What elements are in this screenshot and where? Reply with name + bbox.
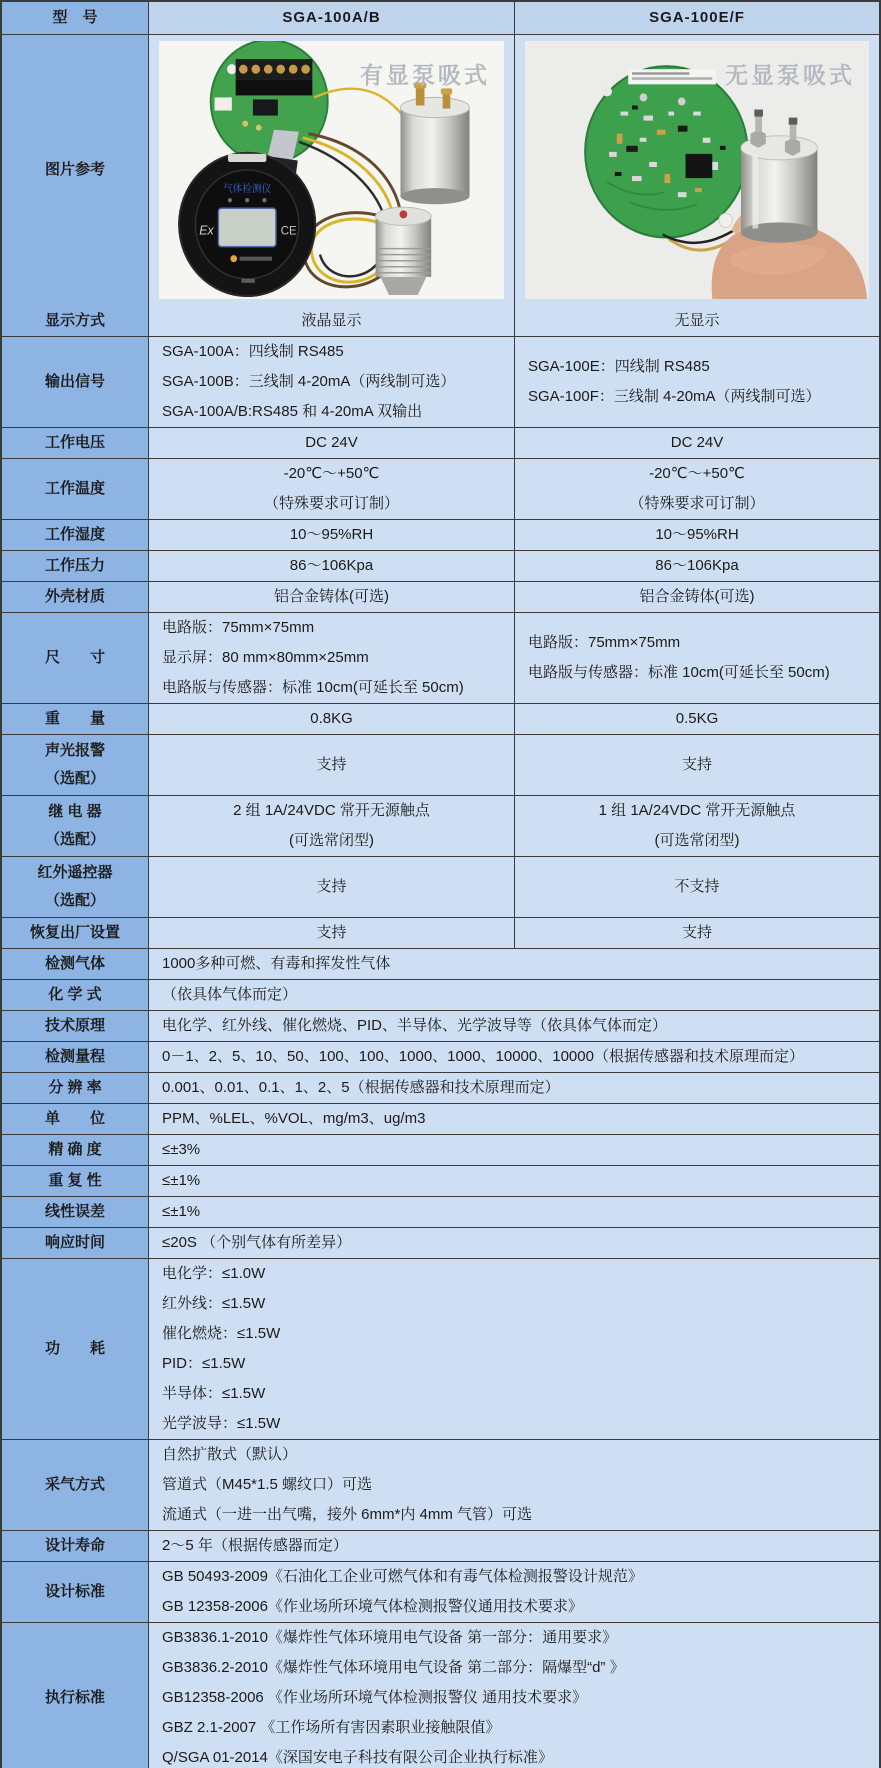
spec-row: [2, 550, 879, 581]
row-label-cell: [2, 1166, 148, 1196]
value-line: 电路版：75mm×75mm: [162, 619, 315, 636]
row-label-cell: [2, 305, 148, 336]
row-label: 单 位: [44, 1110, 105, 1127]
value-line: 1 组 1A/24VDC 常开无源触点: [598, 802, 796, 819]
photo-cell-a: [148, 35, 514, 305]
row-label: 线性误差: [44, 1203, 105, 1220]
pump-sensor-a: [401, 82, 470, 204]
value-line: ≤±1%: [162, 1172, 201, 1189]
row-value-a: [148, 428, 514, 458]
value-line: -20℃～+50℃: [649, 465, 745, 482]
value-line: 0.001、0.01、0.1、1、2、5（根据传感器和技术原理而定）: [162, 1079, 560, 1096]
spec-row: [2, 458, 879, 519]
spec-row: [2, 917, 879, 948]
value-line: 铝合金铸体(可选): [639, 588, 755, 605]
value-line: SGA-100E：四线制 RS485: [528, 358, 710, 375]
row-label-cell: [2, 613, 148, 703]
value-line: 支持: [316, 924, 347, 941]
row-label: 检测气体: [44, 955, 105, 972]
row-value-span: [148, 1011, 879, 1041]
value-line: 红外线：≤1.5W: [162, 1295, 266, 1312]
spec-row: [2, 1010, 879, 1041]
spec-row: [2, 1561, 879, 1622]
row-label: 执行标准: [44, 1689, 105, 1706]
spec-row: [2, 1258, 879, 1439]
row-value-b: [514, 704, 879, 734]
value-line: 电化学、红外线、催化燃烧、PID、半导体、光学波导等（依具体气体而定）: [162, 1017, 668, 1034]
row-label-cell: [2, 796, 148, 856]
spec-row: [2, 581, 879, 612]
value-line: （特殊要求可订制）: [629, 495, 765, 512]
row-label-cell: [2, 1531, 148, 1561]
spec-row: [2, 948, 879, 979]
image-reference-row: [2, 34, 879, 305]
row-label: 设计寿命: [44, 1537, 105, 1554]
spec-row: [2, 1530, 879, 1561]
row-value-span: [148, 1073, 879, 1103]
value-line: 流通式（一进一出气嘴，接外 6mm*内 4mm 气管）可选: [162, 1506, 533, 1523]
product-photo-b: [525, 41, 869, 299]
value-line: 催化燃烧：≤1.5W: [162, 1325, 281, 1342]
row-label: 重 复 性: [48, 1172, 102, 1189]
model-label-cell: [2, 2, 148, 34]
row-label: （选配）: [44, 892, 105, 909]
value-line: DC 24V: [670, 434, 724, 451]
value-line: GB3836.2-2010《爆炸性气体环境用电气设备 第二部分：隔爆型“d” 》: [162, 1659, 625, 1676]
row-value-b: [514, 520, 879, 550]
row-label: 精 确 度: [48, 1141, 102, 1158]
row-label-cell: [2, 1197, 148, 1227]
spec-row: [2, 979, 879, 1010]
spec-row: [2, 1622, 879, 1768]
value-line: SGA-100A/B:RS485 和 4-20mA 双输出: [162, 403, 423, 420]
row-label: 响应时间: [44, 1234, 105, 1251]
value-line: 电路版：75mm×75mm: [528, 634, 681, 651]
spec-row: [2, 703, 879, 734]
value-line: （依具体气体而定）: [162, 986, 298, 1003]
value-line: 2～5 年（根据传感器而定）: [162, 1537, 348, 1554]
spec-row: [2, 734, 879, 795]
row-value-b: [514, 582, 879, 612]
row-label: 显示方式: [44, 311, 105, 329]
row-label-cell: [2, 1135, 148, 1165]
value-line: 2 组 1A/24VDC 常开无源触点: [233, 802, 430, 819]
row-label-cell: [2, 1073, 148, 1103]
detector-screen-title: 气体检测仪: [223, 183, 272, 196]
value-line: 电路版与传感器：标准 10cm(可延长至 50cm): [528, 664, 830, 681]
value-line: ≤±3%: [162, 1141, 201, 1158]
model-header-b: [514, 2, 879, 34]
value-line: ≤±1%: [162, 1203, 201, 1220]
value-line: 86～106Kpa: [655, 557, 739, 574]
row-label: 检测量程: [44, 1048, 105, 1065]
row-label-cell: [2, 857, 148, 917]
row-value-span: [148, 1228, 879, 1258]
value-line: ≤20S （个别气体有所差异）: [162, 1234, 352, 1251]
row-value-span: [148, 1259, 879, 1439]
photo-cell-b: [514, 35, 879, 305]
row-label-cell: [2, 1259, 148, 1439]
row-label: 设计标准: [44, 1583, 105, 1600]
row-value-a: [148, 337, 514, 427]
row-label: （选配）: [44, 831, 105, 848]
row-value-a: [148, 613, 514, 703]
spec-row: [2, 1103, 879, 1134]
row-value-a: [148, 459, 514, 519]
spec-row: [2, 612, 879, 703]
value-line: 支持: [681, 924, 712, 941]
row-label-cell: [2, 1104, 148, 1134]
row-label: 声光报警: [44, 742, 105, 759]
value-line: 电化学：≤1.0W: [162, 1265, 266, 1282]
row-value-b: [514, 796, 879, 856]
value-line: 铝合金铸体(可选): [274, 588, 389, 605]
row-label: 工作压力: [44, 557, 105, 574]
row-label-cell: [2, 980, 148, 1010]
row-label: 恢复出厂设置: [29, 924, 120, 941]
row-value-span: [148, 1562, 879, 1622]
spec-row: [2, 1072, 879, 1103]
row-label-cell: [2, 582, 148, 612]
row-label-cell: [2, 1623, 148, 1768]
spec-row: [2, 1041, 879, 1072]
value-line: (可选常闭型): [289, 832, 374, 849]
value-line: 半导体：≤1.5W: [162, 1385, 266, 1402]
row-label: 分 辨 率: [48, 1079, 102, 1096]
value-line: 0－1、2、5、10、50、100、100、1000、1000、10000、10000（根据传感器和技术原理而定）: [162, 1048, 804, 1065]
row-label-cell: [2, 459, 148, 519]
spec-row: [2, 1439, 879, 1530]
value-line: 电路版与传感器：标准 10cm(可延长至 50cm): [162, 679, 464, 696]
row-label-cell: [2, 1440, 148, 1530]
value-line: (可选常闭型): [654, 832, 740, 849]
row-label: 输出信号: [44, 373, 105, 390]
value-line: SGA-100F：三线制 4-20mA（两线制可选）: [528, 388, 821, 405]
value-line: PID：≤1.5W: [162, 1355, 246, 1372]
watermark-b: 无显泵吸式: [725, 62, 855, 88]
value-line: PPM、%LEL、%VOL、mg/m3、ug/m3: [162, 1110, 426, 1127]
value-line: 10～95%RH: [289, 526, 374, 543]
row-label-cell: [2, 520, 148, 550]
row-label: 技术原理: [44, 1017, 105, 1034]
value-line: GB12358-2006 《作业场所环境气体检测报警仪 通用技术要求》: [162, 1689, 588, 1706]
spec-row: [2, 1196, 879, 1227]
row-value-b: [514, 337, 879, 427]
row-label-cell: [2, 551, 148, 581]
row-value-b: [514, 918, 879, 948]
model-label: 型 号: [52, 9, 98, 26]
row-value-b: [514, 428, 879, 458]
row-label: 工作电压: [44, 434, 105, 451]
value-line: 86～106Kpa: [289, 557, 374, 574]
value-line: SGA-100A：四线制 RS485: [162, 343, 344, 360]
row-value-a: [148, 704, 514, 734]
value-line: 支持: [316, 878, 347, 895]
model-name-b: SGA-100E/F: [649, 9, 745, 26]
row-value-a: [148, 857, 514, 917]
row-label-cell: [2, 428, 148, 458]
row-label: 工作湿度: [44, 526, 105, 543]
value-line: GB 50493-2009《石油化工企业可燃气体和有毒气体检测报警设计规范》: [162, 1568, 643, 1585]
spec-row: [2, 856, 879, 917]
value-line: SGA-100B：三线制 4-20mA（两线制可选）: [162, 373, 456, 390]
value-line: GB 12358-2006《作业场所环境气体检测报警仪通用技术要求》: [162, 1598, 583, 1615]
value-line: 0.8KG: [310, 710, 353, 727]
row-label: 红外遥控器: [37, 864, 113, 881]
value-line: 支持: [316, 756, 347, 773]
ex-mark: Ex: [199, 222, 214, 238]
table-header-row: [2, 2, 879, 34]
value-line: 无显示: [674, 311, 720, 329]
value-line: 1000多种可燃、有毒和挥发性气体: [162, 955, 391, 972]
value-line: 0.5KG: [675, 710, 719, 727]
display-detector-a: [178, 152, 316, 297]
row-label: 功 耗: [44, 1340, 105, 1357]
row-value-a: [148, 796, 514, 856]
row-label-cell: [2, 949, 148, 979]
value-line: 10～95%RH: [655, 526, 739, 543]
row-label-cell: [2, 918, 148, 948]
model-header-a: [148, 2, 514, 34]
row-value-span: [148, 949, 879, 979]
value-line: 支持: [681, 756, 712, 773]
spec-row: [2, 795, 879, 856]
sensor-red-dot: [400, 210, 408, 218]
value-line: 管道式（M45*1.5 螺纹口）可选: [162, 1476, 373, 1493]
row-label: 外壳材质: [44, 588, 105, 605]
row-label-cell: [2, 1042, 148, 1072]
row-label: 尺 寸: [44, 649, 105, 666]
row-label: 继 电 器: [48, 803, 102, 820]
pcb-board-b: [584, 65, 748, 238]
row-value-a: [148, 735, 514, 795]
row-value-a: [148, 305, 514, 336]
value-line: 液晶显示: [301, 311, 362, 329]
value-line: （特殊要求可订制）: [263, 495, 399, 512]
row-value-a: [148, 918, 514, 948]
row-value-span: [148, 1042, 879, 1072]
value-line: DC 24V: [305, 434, 358, 451]
spec-row: [2, 305, 879, 336]
row-value-a: [148, 551, 514, 581]
image-row-label-cell: [2, 35, 148, 305]
value-line: Q/SGA 01-2014《深国安电子科技有限公司企业执行标准》: [162, 1749, 553, 1766]
spec-row: [2, 1134, 879, 1165]
row-value-span: [148, 1197, 879, 1227]
value-line: GBZ 2.1-2007 《工作场所有害因素职业接触限值》: [162, 1719, 501, 1736]
value-line: GB3836.1-2010《爆炸性气体环境用电气设备 第一部分：通用要求》: [162, 1629, 618, 1646]
ce-mark: CE: [280, 223, 297, 238]
row-value-b: [514, 857, 879, 917]
row-value-b: [514, 305, 879, 336]
row-value-a: [148, 582, 514, 612]
row-value-span: [148, 1531, 879, 1561]
spec-row: [2, 336, 879, 427]
image-row-label: 图片参考: [44, 161, 105, 178]
row-label-cell: [2, 735, 148, 795]
row-label-cell: [2, 1562, 148, 1622]
spec-row: [2, 519, 879, 550]
spec-row: [2, 427, 879, 458]
row-value-b: [514, 551, 879, 581]
row-label-cell: [2, 1011, 148, 1041]
spec-row: [2, 1165, 879, 1196]
row-value-a: [148, 520, 514, 550]
product-photo-a: [159, 41, 504, 299]
row-label-cell: [2, 1228, 148, 1258]
row-label: 重 量: [44, 710, 105, 727]
lcd-screen: [218, 208, 275, 246]
row-value-span: [148, 1135, 879, 1165]
row-label: （选配）: [44, 770, 105, 787]
spec-row: [2, 1227, 879, 1258]
value-line: 显示屏：80 mm×80mm×25mm: [162, 649, 369, 666]
row-value-span: [148, 1440, 879, 1530]
watermark-a: 有显泵吸式: [360, 62, 490, 88]
row-value-span: [148, 980, 879, 1010]
value-line: 光学波导：≤1.5W: [162, 1415, 281, 1432]
value-line: 自然扩散式（默认）: [162, 1446, 298, 1463]
row-value-b: [514, 459, 879, 519]
row-value-span: [148, 1166, 879, 1196]
row-label-cell: [2, 337, 148, 427]
row-value-b: [514, 735, 879, 795]
value-line: 不支持: [674, 878, 720, 895]
row-label: 工作温度: [44, 480, 105, 497]
row-label-cell: [2, 704, 148, 734]
row-value-b: [514, 613, 879, 703]
row-value-span: [148, 1623, 879, 1768]
row-label: 化 学 式: [48, 986, 102, 1003]
model-name-a: SGA-100A/B: [282, 9, 381, 26]
row-value-span: [148, 1104, 879, 1134]
diffusion-sensor-a: [376, 207, 432, 295]
value-line: -20℃～+50℃: [283, 465, 380, 482]
row-label: 采气方式: [44, 1476, 105, 1493]
